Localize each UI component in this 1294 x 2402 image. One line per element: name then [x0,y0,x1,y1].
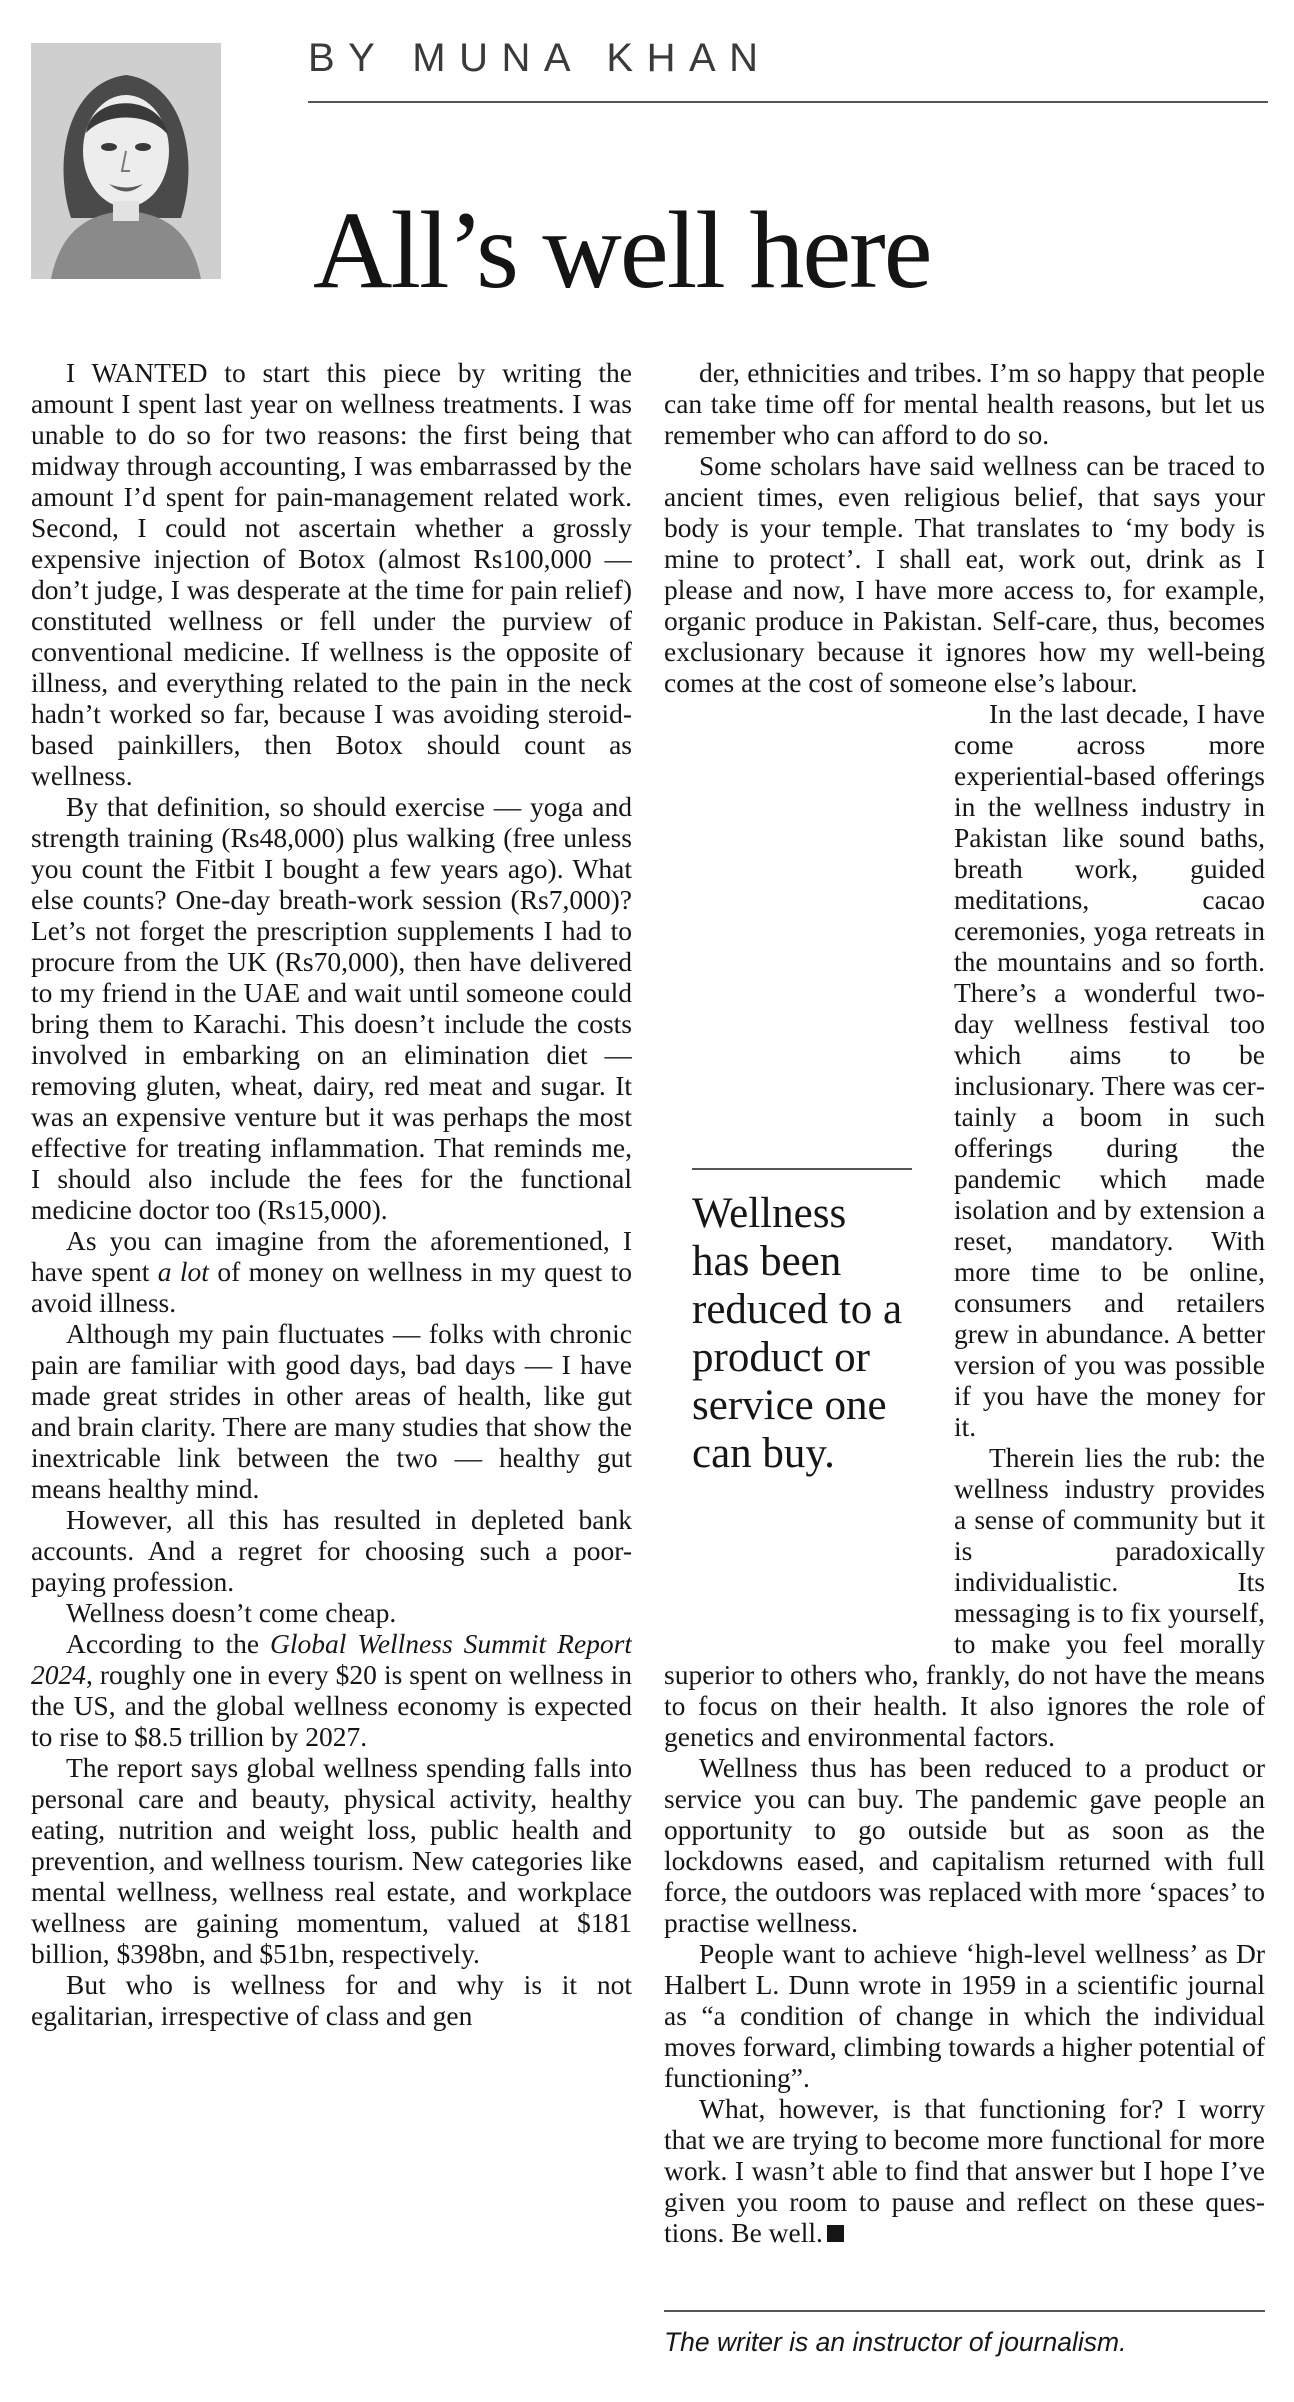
pull-quote [692,1168,912,1478]
writer-credit: The writer is an instructor of journalism. [664,2327,1127,2357]
author-portrait-icon [31,43,221,279]
paragraph-text: As you can imagine from the aforementioned, I have spent [31,1225,632,1287]
byline: BY MUNA KHAN [308,36,772,80]
paragraph: der, ethnicities and tribes. I’m so happy that people can take time off for mental health reasons, but let us remember who can afford to do so. [664,357,1265,450]
paragraph: Some scholars have said wellness can be traced to ancient times, even religious belief, that says your body is your temple. That translates to ‘my body is mine to protect’. I shall eat, work out, drink as I please and now, I have more access to, for example, organic produce in Pakistan. Self-care, thus, becomes exclusionary because it ignores how my well-being comes at the cost of someone else’s labour. [664,450,1265,698]
paragraph: The report says global wellness spending falls into personal care and beauty, physical activity, healthy eating, nutrition and weight loss, public health and prevention, and wellness tourism. New categories like mental wellness, wellness real estate, and workplace wellness are gaining momentum, valued at $181 billion, $398bn, and $51bn, respectively. [31,1752,632,1969]
paragraph: But who is wellness for and why is it not egalitarian, irrespective of class and gen [31,1969,632,2031]
pull-quote-text: Wellness has been reduced to a product or service one can buy. [692,1190,903,1477]
pull-quote-rule [692,1168,912,1170]
report-title: Global Wellness Summit Report 2024 [31,1628,632,1690]
credit-rule [664,2310,1265,2312]
paragraph-emphasis: a lot [157,1256,209,1287]
headline: All’s well here [313,189,931,311]
paragraph [31,1628,632,1752]
paragraph: I WANTED to start this piece by writing the amount I spent last year on wellness treatments. I was unable to do so for two reasons: the first being that midway through accounting, I was embarrassed by the amount I’d spent for pain-management related work. Second, I could not ascertain whether a grossly expensive injection of Botox (almost Rs100,000 — don’t judge, I was desperate at the time for pain relief) constituted wellness or fell under the purview of conventional medicine. If wellness is the opposite of illness, and everything related to the pain in the neck hadn’t worked so far, because I was avoiding steroid-based painkillers, then Botox should count as wellness. [31,357,632,791]
paragraph-text: , roughly one in every $20 is spent on wellness in the US, and the global wellness economy is expected to rise to $8.5 trillion by 2027. [31,1659,632,1752]
paragraph-text: According to the [66,1628,271,1659]
paragraph [664,2093,1265,2248]
article-column-1 [31,357,632,2397]
byline-rule [308,101,1268,103]
paragraph-text: What, however, is that functioning for? I worry that we are trying to become more functional for more work. I wasn’t able to find that answer but I hope I’ve given you room to pause and reflect on these questions. Be well. [664,2093,1265,2248]
paragraph [31,1225,632,1318]
paragraph-text: of money on wellness in my quest to avoid illness. [31,1256,632,1318]
paragraph: Therein lies the rub: the wellness industry provides a sense of community but it is paradoxically individualistic. Its messaging is to fix yourself, to make you feel morally superior to others who, frankly, do not have the means to focus on their health. It also ignores the role of genetics and environmental factors. [664,1442,1265,1752]
paragraph-text: In the last decade, I have come across more experiential-based offerings in the wellness industry in Pakistan like sound baths, breath work, guided meditations, cacao ceremonies, yoga retreats in the mountains and so forth. There’s a wonderful two-day wellness festival too which aims to be inclusionary. There was certainly a boom in such offerings during the pandemic which made isolation and by extension a reset, mandatory. With more time to be online, consumers and retailers grew in abundance. A better version of you was possible if you have the money for it. [954,698,1265,1442]
paragraph: People want to achieve ‘high-level wellness’ as Dr Halbert L. Dunn wrote in 1959 in a scientific journal as “a condition of change in which the individual moves forward, climbing towards a higher potential of functioning”. [664,1938,1265,2093]
paragraph: By that definition, so should exercise — yoga and strength training (Rs48,000) plus walking (free unless you count the Fitbit I bought a few years ago). What else counts? One-day breath-work session (Rs7,000)? Let’s not forget the prescription supplements I had to procure from the UK (Rs70,000), then have delivered to my friend in the UAE and wait until someone could bring them to Karachi. This doesn’t include the costs involved in embarking on an elimination diet — removing gluten, wheat, dairy, red meat and sugar. It was an expensive venture but it was perhaps the most effective for treating inflammation. That reminds me, I should also include the fees for the functional medicine doctor too (Rs15,000). [31,791,632,1225]
author-photo [31,43,221,279]
paragraph: However, all this has resulted in depleted bank accounts. And a regret for choosing such a poor-paying profession. [31,1504,632,1597]
end-mark-icon [827,2225,844,2242]
paragraph: Wellness thus has been reduced to a product or service you can buy. The pandemic gave people an opportunity to go outside but as soon as the lockdowns eased, and capitalism returned with full force, the outdoors was replaced with more ‘spaces’ to practise wellness. [664,1752,1265,1938]
paragraph: Wellness doesn’t come cheap. [66,1597,397,1628]
paragraph: Although my pain fluctuates — folks with chronic pain are familiar with good days, bad days — I have made great strides in other areas of health, like gut and brain clarity. There are many studies that show the inextricable link between the two — healthy gut means healthy mind. [31,1318,632,1504]
